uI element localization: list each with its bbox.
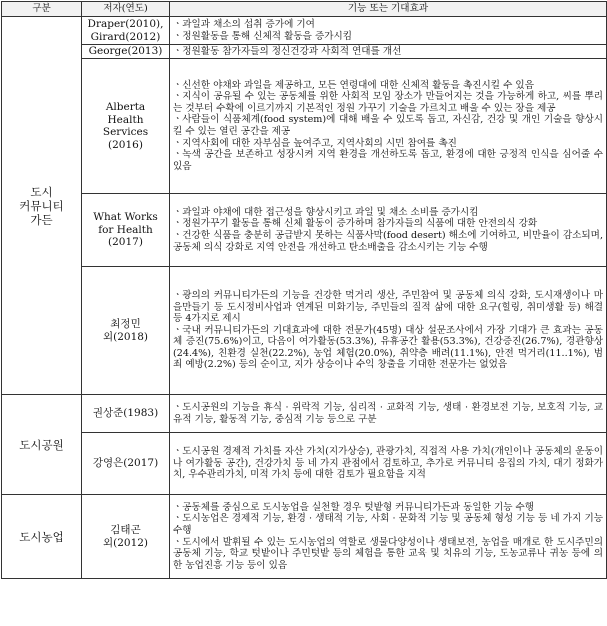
author-cell: 권상준(1983) xyxy=(82,395,170,433)
effect-item: ㆍ사람들이 식품체계(food system)에 대해 배울 수 있도록 돕고, 자신감, 건강 및 개인 기술을 향상시킬 수 있는 열린 공간을 제공 xyxy=(173,114,603,137)
author-cell: Draper(2010), Girard(2012) xyxy=(82,17,170,45)
table-body xyxy=(2,17,607,579)
author-cell: George(2013) xyxy=(82,45,170,59)
author-cell: 김태곤 외(2012) xyxy=(82,495,170,579)
effect-cell xyxy=(170,433,607,495)
effect-item: ㆍ과일과 야채에 대한 접근성을 향상시키고 과일 및 채소 소비를 증가시킴 xyxy=(173,206,479,218)
effect-item: ㆍ녹색 공간을 보존하고 성장시켜 지역 환경을 개선하도록 돕고, 환경에 대한 긍정적 인식을 심어줄 수 있음 xyxy=(173,149,603,172)
category-cell: 도시공원 xyxy=(2,395,82,495)
effect-item: ㆍ신선한 야채와 과일을 제공하고, 모든 연령대에 대한 신체적 활동을 촉진시킬 수 있음 xyxy=(173,79,534,91)
effect-item: ㆍ과일과 채소의 섭취 증가에 기여 xyxy=(173,18,315,30)
category-cell: 도시 커뮤니티 가든 xyxy=(2,17,82,395)
effect-cell xyxy=(170,495,607,579)
effects-table xyxy=(1,1,607,579)
effect-cell xyxy=(170,59,607,194)
author-cell: What Works for Health (2017) xyxy=(82,194,170,267)
table-row xyxy=(2,433,607,495)
effect-item: ㆍ건강한 식품을 충분히 공급받지 못하는 식품사막(food desert) 해소에 기여하고, 비만율이 감소되며, 공동체 의식 강화로 지역 안전을 개선하고 탄소배출을 감소시키는 기능 수행 xyxy=(173,230,603,253)
author-cell: 강영은(2017) xyxy=(82,433,170,495)
effect-item: ㆍ지식이 공유될 수 있는 공동체를 위한 사회적 모임 장소가 만들어지는 것을 가능하게 하고, 씨를 뿌리는 것부터 수확에 이르기까지 기본적인 정원 가꾸기 기술을 가르치고 배울 수 있는 장을 제공 xyxy=(173,91,603,114)
effect-item: ㆍ정원활동을 통해 신체적 활동을 증가시킴 xyxy=(173,30,353,42)
author-cell: 최정민 외(2018) xyxy=(82,267,170,395)
effect-item: ㆍ국내 커뮤니티가든의 기대효과에 대한 전문가(45명) 대상 설문조사에서 가장 기대가 큰 효과는 공동체 증진(75.6%)이고, 다음이 여가활동(53.3%), 유휴공간 활용(53.3%), 건강증진(26.7%), 경관향상(24.4%), 친환경 실천(22.2%), 농업 체험(20.0%), 취약층 배려(11.1%), 안전 먹거리(11..1%), 범죄 예방(2.2%) 등의 순이고, 지가 상승이나 수익 창출을 기대한 전문가는 없었음 xyxy=(173,324,603,371)
header-effect: 기능 또는 기대효과 xyxy=(170,2,607,17)
effect-item: ㆍ도시공원의 기능을 휴식 · 위락적 기능, 심리적 · 교화적 기능, 생태 · 환경보전 기능, 보호적 기능, 교유적 기능, 활동적 기능, 중심적 기능 등으로 구분 xyxy=(173,401,603,425)
table-row xyxy=(2,395,607,433)
effect-item: ㆍ지역사회에 대한 자부심을 높여주고, 지역사회의 시민 참여를 촉진 xyxy=(173,137,457,149)
effect-item: ㆍ광의의 커뮤니티가든의 기능을 건강한 먹거리 생산, 주민참여 및 공동체 의식 강화, 도시재생이나 마을만들기 등 도시정비사업과 연계된 미화기능, 주민들의 질적 삶에 대한 요구(힐링, 취미생활 등) 해결 등 4가지로 제시 xyxy=(173,289,603,325)
effect-cell xyxy=(170,395,607,433)
effect-item: ㆍ도시공원 경제적 가치를 자산 가치(지가상승), 관광가치, 직접적 사용 가치(개인이나 공동체의 운동이나 여가활동 공간), 건강가치 등 네 가지 관점에서 검토하고, 추가로 커뮤니티 응집의 가치, 대기 정화가치, 우수관리가치, 미적 가치 등에 대한 검토가 필요함을 지적 xyxy=(173,446,603,481)
header-author: 저자(연도) xyxy=(82,2,170,17)
table-row xyxy=(2,17,607,45)
effect-item: ㆍ정원활동 참가자들의 정신건강과 사회적 연대를 개선 xyxy=(173,45,402,57)
effect-cell xyxy=(170,267,607,395)
effect-item: ㆍ도시에서 발휘될 수 있는 도시농업의 역할로 생물다양성이나 생태보전, 농업을 매개로 한 도시주민의 공동체 기능, 학교 텃밭이나 주민텃밭 등의 체험을 통한 교육 및 치유의 기능, 도농교류나 귀농 등에 의한 농업진흥 기능 등이 있음 xyxy=(173,536,603,571)
effect-cell xyxy=(170,194,607,267)
table-row xyxy=(2,194,607,267)
author-cell: Alberta Health Services (2016) xyxy=(82,59,170,194)
effect-item: ㆍ도시농업은 경제적 기능, 환경 · 생태적 기능, 사회 · 문화적 기능 및 공동체 형성 기능 등 네 가지 기능 수행 xyxy=(173,513,603,536)
effect-item: ㆍ공동체를 중심으로 도시농업을 실천할 경우 텃밭형 커뮤니티가든과 동일한 기능 수행 xyxy=(173,501,535,513)
table-row xyxy=(2,45,607,59)
table-row xyxy=(2,495,607,579)
category-cell: 도시농업 xyxy=(2,495,82,579)
effect-item: ㆍ정원가꾸기 활동을 통해 신체 활동이 증가하며 참가자들의 식품에 대한 안전의식 강화 xyxy=(173,218,538,230)
table-row xyxy=(2,59,607,194)
effect-cell xyxy=(170,17,607,45)
header-category: 구분 xyxy=(2,2,82,17)
table-row xyxy=(2,267,607,395)
table-header-row xyxy=(2,2,607,17)
effect-cell xyxy=(170,45,607,59)
